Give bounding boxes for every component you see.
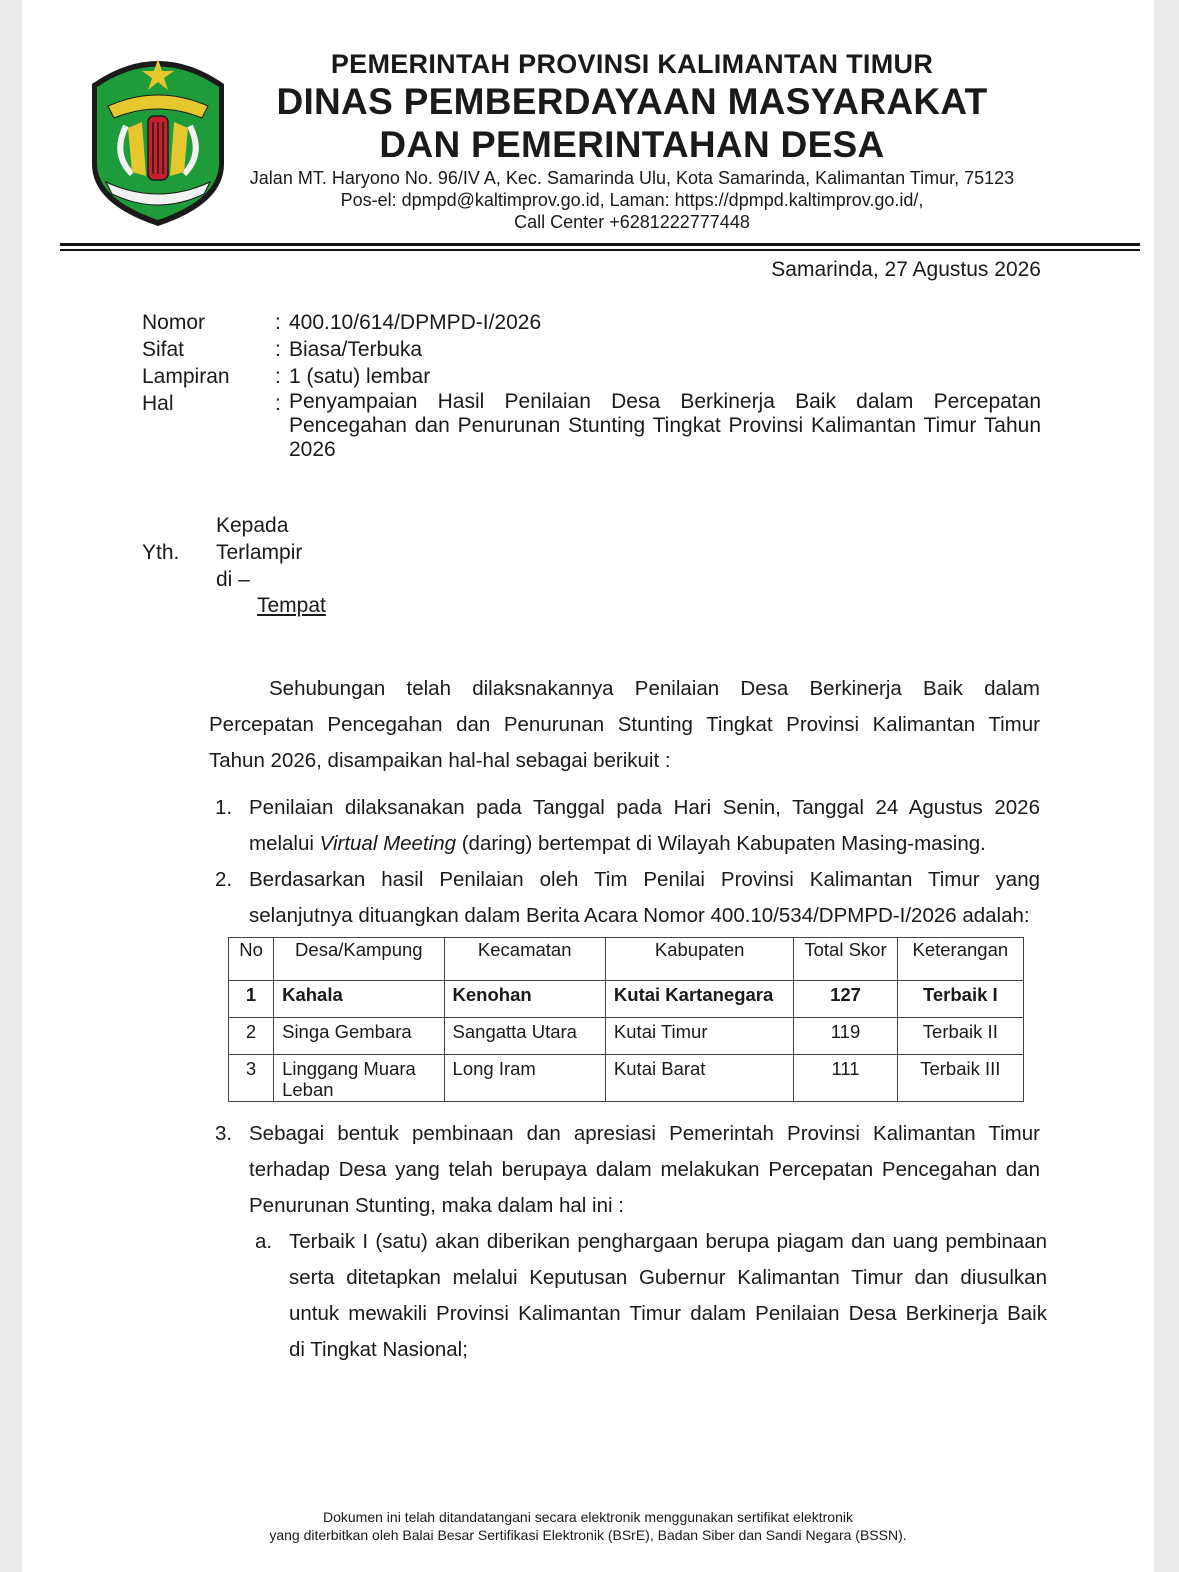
- table-cell: Terbaik II: [897, 1018, 1023, 1055]
- footer-line: yang diterbitkan oleh Balai Besar Sertifikasi Elektronik (BSrE), Badan Siber dan Sandi Negara (BSSN).: [269, 1527, 907, 1543]
- list-text-italic: Virtual Meeting: [319, 832, 457, 855]
- recipient-di: di –: [216, 568, 250, 591]
- meta-nomor: [142, 309, 1041, 336]
- letter-date: Samarinda, 27 Agustus 2026: [771, 258, 1041, 281]
- table-header-cell: No: [229, 938, 274, 981]
- list-item-3: [209, 1116, 1040, 1224]
- meta-label: Lampiran: [142, 365, 230, 388]
- recipient-yth: Yth.: [142, 541, 180, 564]
- table-header-cell: Keterangan: [897, 938, 1023, 981]
- table-header-row: [229, 938, 1024, 981]
- table-cell: Kahala: [274, 981, 444, 1018]
- meta-value: 400.10/614/DPMPD-I/2026: [289, 311, 542, 334]
- list-line: [249, 826, 1040, 862]
- list-line: Sebagai bentuk pembinaan dan apresiasi Pemerintah Provinsi Kalimantan Timur: [249, 1122, 1040, 1145]
- list-item-1: [209, 790, 1040, 862]
- letterhead-divider-thick: [60, 243, 1140, 246]
- table-header-cell: Kabupaten: [605, 938, 793, 981]
- meta-separator: :: [275, 338, 281, 361]
- recipient-kepada: Kepada: [216, 514, 289, 537]
- meta-value: [289, 390, 1041, 462]
- list-line: Penurunan Stunting, maka dalam hal ini :: [249, 1194, 624, 1217]
- sub-line: untuk mewakili Provinsi Kalimantan Timur dalam Penilaian Desa Berkinerja Baik: [289, 1302, 1047, 1325]
- table-cell: Kutai Barat: [605, 1055, 793, 1102]
- table-cell: 2: [229, 1018, 274, 1055]
- table-cell: Linggang Muara Leban: [274, 1055, 444, 1102]
- recipient-tempat: Tempat: [257, 594, 326, 617]
- kalimantan-timur-emblem-icon: [84, 44, 232, 230]
- recipient-lines: [216, 512, 302, 593]
- list-line: Berdasarkan hasil Penilaian oleh Tim Penilai Provinsi Kalimantan Timur yang: [249, 868, 1040, 891]
- sub-letter: a.: [255, 1230, 273, 1253]
- table-cell: Terbaik III: [897, 1055, 1023, 1102]
- table-cell: 111: [794, 1055, 897, 1102]
- table-cell: Sangatta Utara: [444, 1018, 605, 1055]
- list-text: (daring) bertempat di Wilayah Kabupaten Masing-masing.: [456, 832, 986, 855]
- meta-value: 1 (satu) lembar: [289, 365, 431, 388]
- meta-hal: [142, 390, 1041, 462]
- letterhead-divider-thin: [60, 249, 1140, 251]
- letterhead: [212, 48, 1052, 233]
- list-number: 2.: [215, 868, 233, 891]
- list-line: terhadap Desa yang telah berupaya dalam melakukan Percepatan Pencegahan dan: [249, 1158, 1040, 1181]
- list-line: selanjutnya dituangkan dalam Berita Acara Nomor 400.10/534/DPMPD-I/2026 adalah:: [249, 904, 1030, 927]
- list-item-2: [209, 862, 1040, 934]
- meta-separator: :: [275, 392, 281, 415]
- table-header-cell: Kecamatan: [444, 938, 605, 981]
- table-row: [229, 1055, 1024, 1102]
- table-row: [229, 1018, 1024, 1055]
- letter-page: [22, 0, 1154, 1572]
- footer-line: Dokumen ini telah ditandatangani secara elektronik menggunakan sertifikat elektronik: [323, 1509, 853, 1525]
- list-line: Penilaian dilaksanakan pada Tanggal pada Hari Senin, Tanggal 24 Agustus 2026: [249, 796, 1040, 819]
- intro-line: Sehubungan telah dilaksnakannya Penilaian Desa Berkinerja Baik dalam: [269, 677, 1040, 700]
- letterhead-agency-line2: DAN PEMERINTAHAN DESA: [379, 124, 885, 165]
- table-cell: 3: [229, 1055, 274, 1102]
- table-cell: 1: [229, 981, 274, 1018]
- results-table: [228, 937, 1024, 1102]
- recipient-name: Terlampir: [216, 541, 303, 564]
- e-signature-footer: [22, 1508, 1154, 1544]
- letterhead-address: Jalan MT. Haryono No. 96/IV A, Kec. Samarinda Ulu, Kota Samarinda, Kalimantan Timur, 75123: [249, 168, 1015, 188]
- meta-value: Biasa/Terbuka: [289, 338, 423, 361]
- table-cell: Kutai Kartanegara: [605, 981, 793, 1018]
- list-number: 3.: [215, 1122, 233, 1145]
- letter-meta: [142, 309, 1041, 462]
- meta-label: Nomor: [142, 311, 206, 334]
- table-row: [229, 981, 1024, 1018]
- letterhead-agency: DINAS PEMBERDAYAAN MASYARAKAT: [276, 81, 988, 122]
- table-cell: Kutai Timur: [605, 1018, 793, 1055]
- table-header-cell: Total Skor: [794, 938, 897, 981]
- meta-separator: :: [275, 311, 281, 334]
- sub-line: serta ditetapkan melalui Keputusan Gubernur Kalimantan Timur dan diusulkan: [289, 1266, 1047, 1289]
- table-header-cell: Desa/Kampung: [274, 938, 444, 981]
- meta-label: Hal: [142, 392, 174, 415]
- list-text: melalui: [249, 832, 320, 855]
- hal-line: Pencegahan dan Penurunan Stunting Tingkat Provinsi Kalimantan Timur Tahun: [289, 414, 1041, 437]
- sub-item-a: [209, 1224, 1047, 1368]
- letterhead-contact: Pos-el: dpmpd@kaltimprov.go.id, Laman: https://dpmpd.kaltimprov.go.id/,: [340, 190, 924, 210]
- table-cell: 127: [794, 981, 897, 1018]
- table-cell: Terbaik I: [897, 981, 1023, 1018]
- sub-line: Terbaik I (satu) akan diberikan penghargaan berupa piagam dan uang pembinaan: [289, 1230, 1047, 1253]
- meta-separator: :: [275, 365, 281, 388]
- letterhead-province: PEMERINTAH PROVINSI KALIMANTAN TIMUR: [330, 49, 934, 79]
- meta-label: Sifat: [142, 338, 185, 361]
- hal-line: 2026: [289, 438, 336, 461]
- table-cell: Long Iram: [444, 1055, 605, 1102]
- sub-line: di Tingkat Nasional;: [289, 1338, 468, 1361]
- table-cell: 119: [794, 1018, 897, 1055]
- intro-line: Tahun 2026, disampaikan hal-hal sebagai berikuit :: [209, 749, 671, 772]
- hal-line: Penyampaian Hasil Penilaian Desa Berkinerja Baik dalam Percepatan: [289, 390, 1041, 413]
- meta-lampiran: [142, 363, 1041, 390]
- intro-line: Percepatan Pencegahan dan Penurunan Stunting Tingkat Provinsi Kalimantan Timur: [209, 713, 1040, 736]
- table-cell: Singa Gembara: [274, 1018, 444, 1055]
- table-cell: Kenohan: [444, 981, 605, 1018]
- list-number: 1.: [215, 796, 233, 819]
- meta-sifat: [142, 336, 1041, 363]
- letterhead-call-center: Call Center +6281222777448: [514, 212, 750, 232]
